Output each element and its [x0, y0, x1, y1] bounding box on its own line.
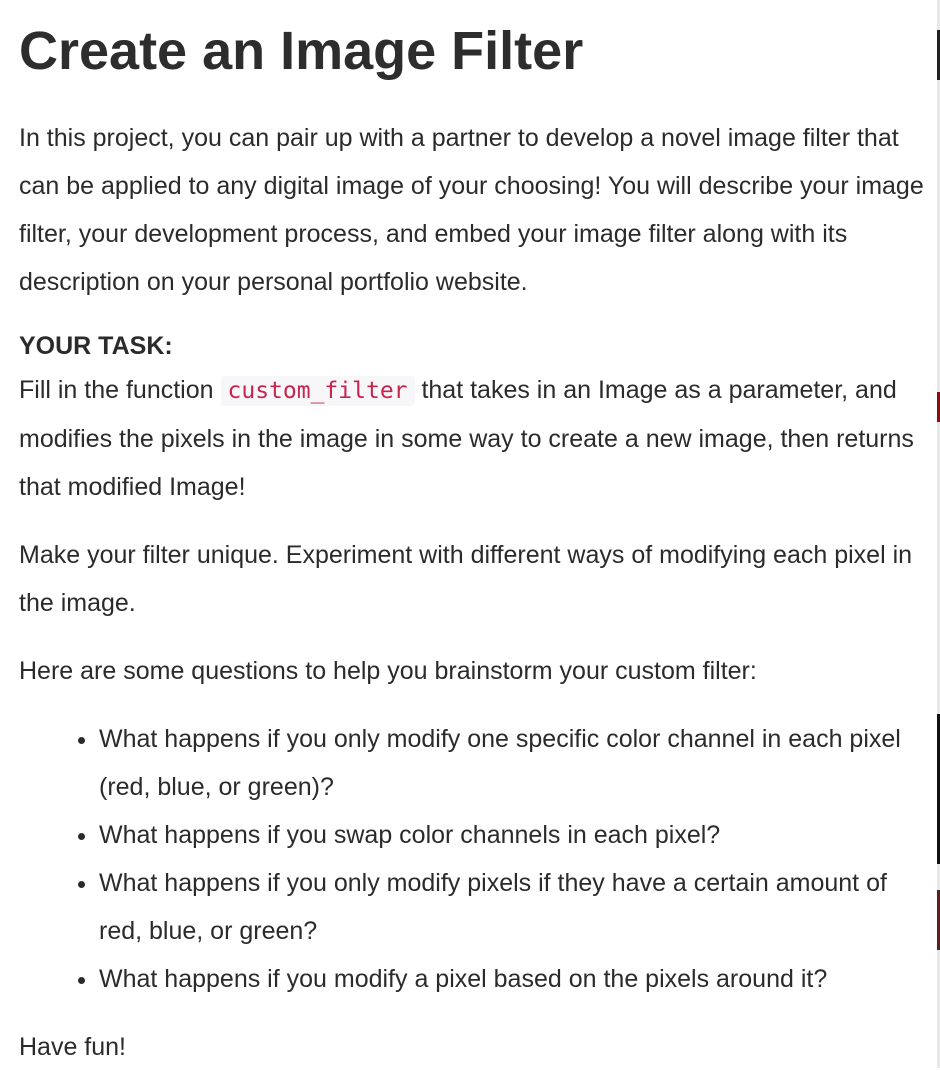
task-paragraph	[19, 366, 924, 511]
list-item: • What happens if you only modify pixels if they have a certain amount of red, blue, or green?	[99, 859, 924, 955]
intro-paragraph: In this project, you can pair up with a partner to develop a novel image filter that can be applied to any digital image of your choosing! You will describe your image filter, your development process, and embed your image filter along with its description on your personal portfolio website.	[19, 124, 924, 296]
task-text-pre: Fill in the function	[19, 376, 221, 404]
page-title: Create an Image Filter	[19, 21, 584, 81]
list-item: • What happens if you modify a pixel based on the pixels around it?	[99, 955, 924, 1003]
questions-list	[19, 715, 924, 1003]
instructions-panel	[19, 0, 924, 1071]
list-item: • What happens if you swap color channels in each pixel?	[99, 811, 924, 859]
closing-text: Have fun!	[19, 1033, 127, 1061]
function-name-code: custom_filter	[221, 376, 415, 406]
questions-intro: Here are some questions to help you brainstorm your custom filter:	[19, 657, 757, 685]
list-item: • What happens if you only modify one specific color channel in each pixel (red, blue, or green)?	[99, 715, 924, 811]
unique-paragraph: Make your filter unique. Experiment with different ways of modifying each pixel in the image.	[19, 541, 913, 617]
task-text-post: that takes in an Image as a parameter, and modifies the pixels in the image in some way to create a new image, then returns that modified Image!	[19, 376, 914, 501]
task-label: YOUR TASK:	[19, 332, 173, 360]
